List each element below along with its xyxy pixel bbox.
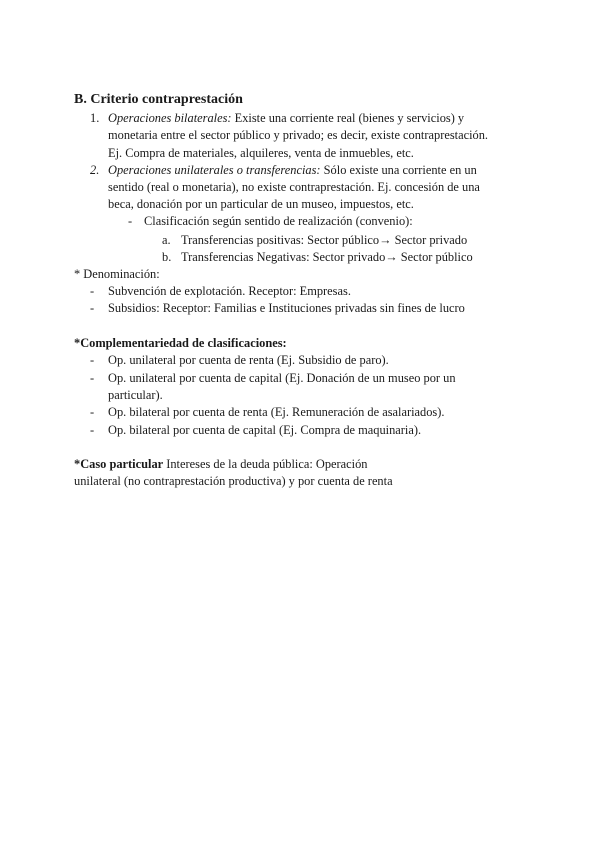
denominacion-item: Subsidios: Receptor: Familias e Instituciones privadas sin fines de lucro <box>108 301 465 315</box>
classification-b-text: Transferencias Negativas: Sector privado→ Sector público <box>181 250 473 264</box>
classification-a-label: a. <box>162 233 171 247</box>
item2-number: 2. <box>90 163 100 177</box>
item2-line2: sentido (real o monetaria), no existe contraprestación. Ej. concesión de una <box>108 180 480 194</box>
caso-line1-text: Intereses de la deuda pública: Operación <box>163 457 368 471</box>
item2-line3: beca, donación por un particular de un museo, impuestos, etc. <box>108 197 414 211</box>
complementariedad-item: Op. bilateral por cuenta de renta (Ej. Remuneración de asalariados). <box>108 405 445 419</box>
item1-term: Operaciones bilaterales: <box>108 111 232 125</box>
complementariedad-title: *Complementariedad de clasificaciones: <box>74 336 287 350</box>
bullet-dash: - <box>90 423 95 437</box>
caso-title: *Caso particular <box>74 457 164 471</box>
complementariedad-item: Op. unilateral por cuenta de capital (Ej. Donación de un museo por un <box>108 371 456 385</box>
classification-a-text: Transferencias positivas: Sector público→ Sector privado <box>181 233 468 247</box>
complementariedad-item: Op. bilateral por cuenta de capital (Ej. Compra de maquinaria). <box>108 423 422 437</box>
item2-line1-text: Sólo existe una corriente en un <box>320 163 477 177</box>
item1-line1-text: Existe una corriente real (bienes y servicios) y <box>231 111 465 125</box>
denominacion-title: * Denominación: <box>74 267 160 281</box>
bullet-dash: - <box>90 353 95 367</box>
bullet-dash: - <box>90 371 95 385</box>
bullet-dash: - <box>90 405 95 419</box>
item2-line1 <box>108 162 477 179</box>
item1-line3: Ej. Compra de materiales, alquileres, venta de inmuebles, etc. <box>108 146 414 160</box>
item1-line2: monetaria entre el sector público y privado; es decir, existe contraprestación. <box>108 128 489 142</box>
classification-text: Clasificación según sentido de realización (convenio): <box>144 214 413 228</box>
denominacion-item: Subvención de explotación. Receptor: Empresas. <box>108 284 351 298</box>
item1-line1 <box>108 110 464 127</box>
item1-number: 1. <box>90 111 100 125</box>
complementariedad-item-continued: particular). <box>108 388 163 402</box>
classification-b-label: b. <box>162 250 172 264</box>
caso-line2: unilateral (no contraprestación productiva) y por cuenta de renta <box>74 474 393 488</box>
bullet-dash: - <box>90 301 95 315</box>
item2-term: Operaciones unilaterales o transferencias: <box>108 163 321 177</box>
bullet-dash: - <box>90 284 95 298</box>
classification-dash: - <box>128 214 133 228</box>
section-title: B. Criterio contraprestación <box>74 92 243 107</box>
complementariedad-item: Op. unilateral por cuenta de renta (Ej. Subsidio de paro). <box>108 353 389 367</box>
caso-line1 <box>74 456 368 473</box>
